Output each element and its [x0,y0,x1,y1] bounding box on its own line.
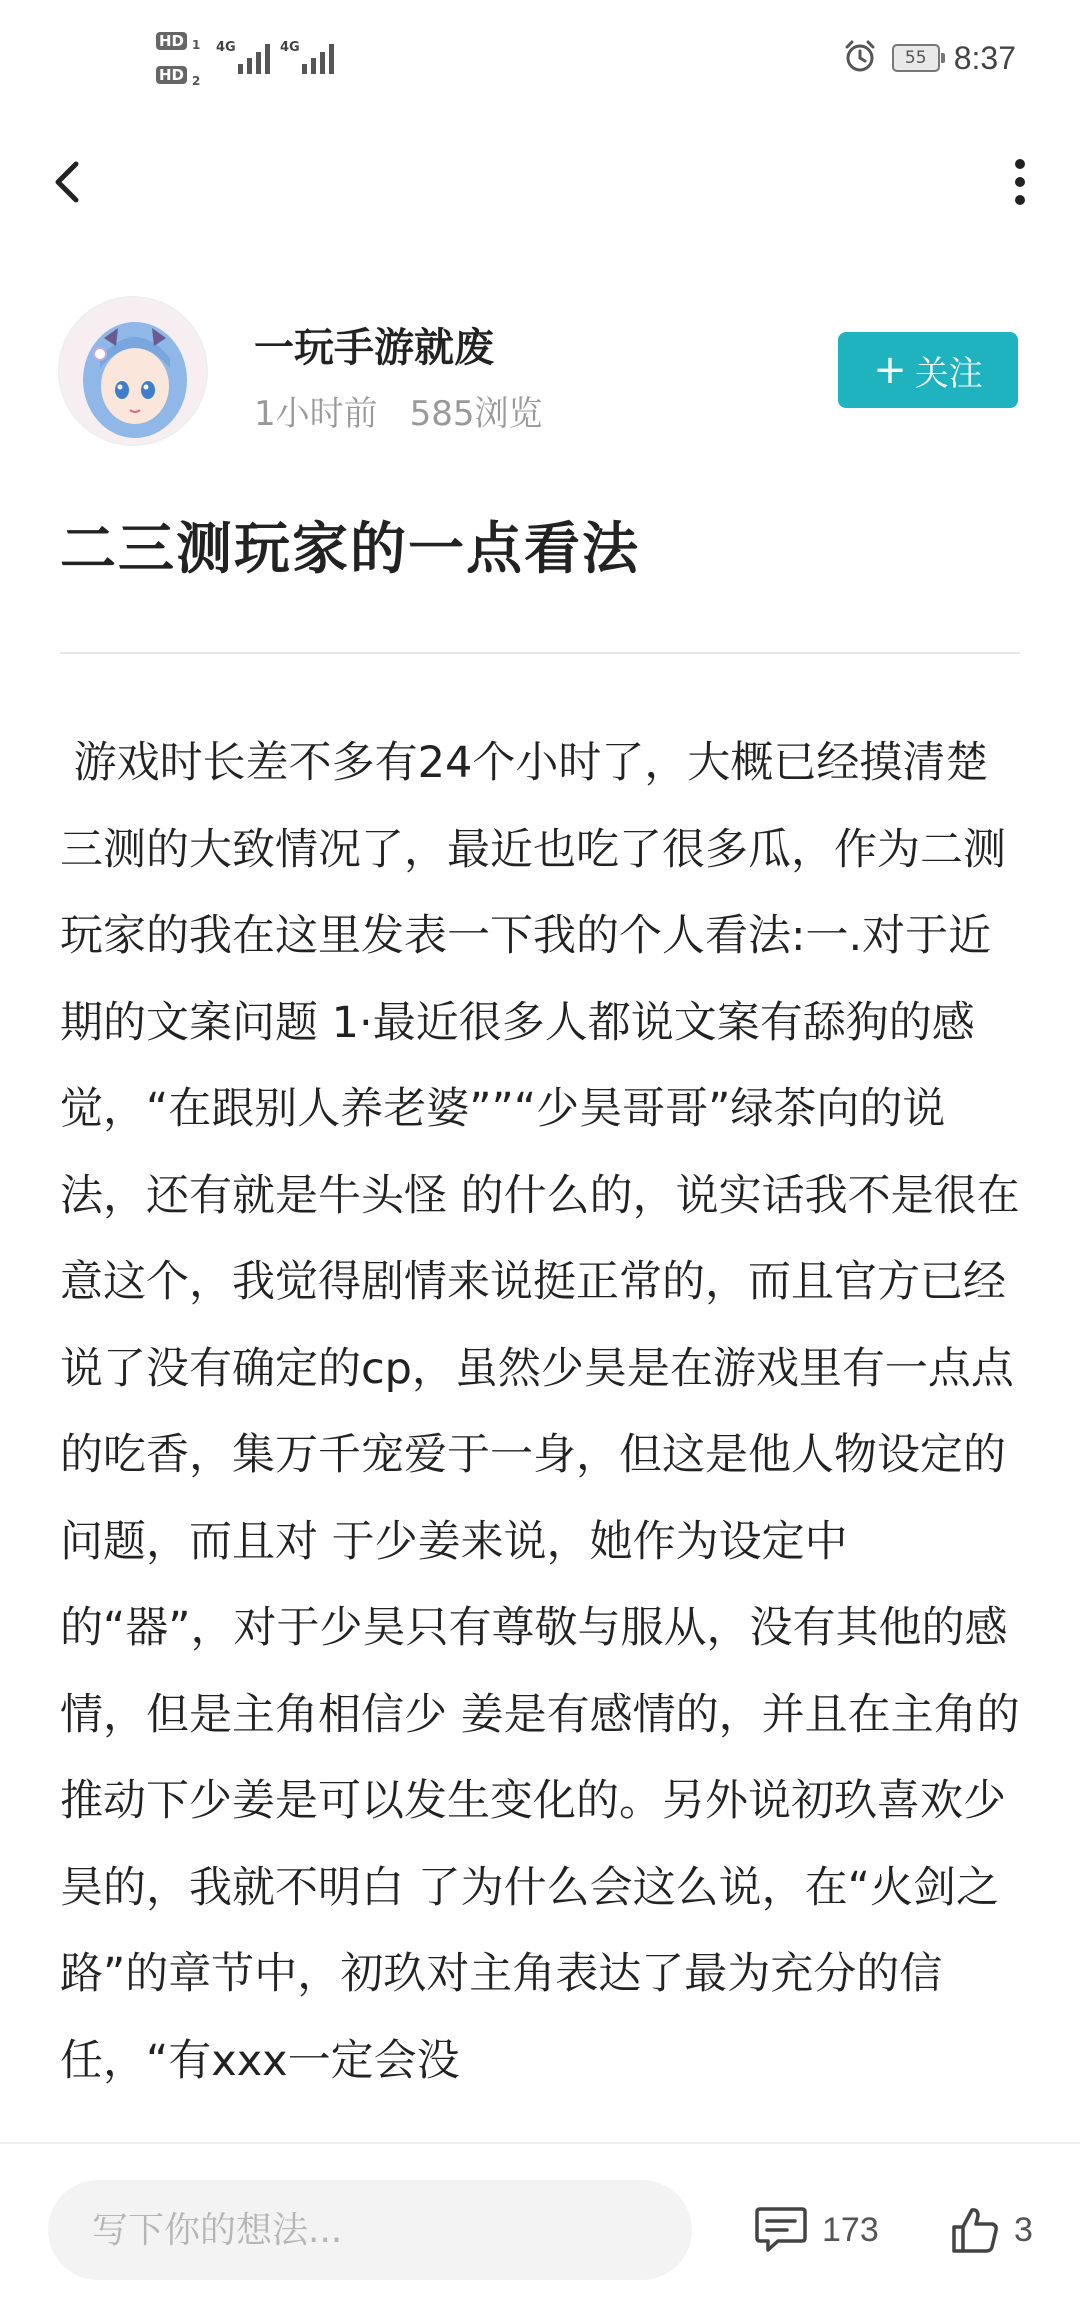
like-count: 3 [1014,2210,1033,2249]
author-name[interactable]: 一玩手游就废 [254,325,494,371]
sim-index-1: 1 [192,38,201,52]
avatar[interactable] [58,296,208,446]
like-button[interactable] [950,2200,1033,2260]
comment-input[interactable] [48,2180,692,2280]
avatar-illustration-icon [60,298,208,446]
clock: 8:37 [953,39,1016,76]
back-button[interactable] [40,152,100,212]
status-bar [0,0,1080,120]
network-type-2: 4G [280,40,300,55]
post-meta [254,386,543,435]
comment-icon [754,2205,808,2255]
hd-badge-2: HD [156,66,187,84]
comments-button[interactable] [754,2200,879,2260]
status-right [842,38,1016,78]
author-row [0,296,1080,446]
more-options-button[interactable] [990,152,1050,212]
alarm-icon [842,38,878,78]
signal-bars-2-icon [302,42,334,74]
sim-index-2: 2 [192,74,201,88]
bottom-bar [0,2142,1080,2310]
post-title: 二三测玩家的一点看法 [60,517,640,582]
signal-bars-1-icon [238,42,270,74]
chevron-left-icon [40,152,100,212]
top-nav [0,130,1080,240]
follow-button[interactable] [838,332,1018,408]
network-type-1: 4G [216,40,236,55]
post-body [60,720,1020,2140]
vertical-dots-icon [990,152,1050,212]
battery-icon: 55 [892,44,940,72]
thumbs-up-icon [950,2205,1000,2255]
view-count: 585浏览 [409,394,543,434]
comment-count: 173 [822,2210,879,2249]
hd-badge-1: HD [156,32,187,50]
plus-icon: + [873,347,907,393]
post-time: 1小时前 [254,394,378,434]
follow-label: 关注 [914,353,983,394]
post-body-text: 游戏时长差不多有24个小时了，大概已经摸清楚三测的大致情况了，最近也吃了很多瓜，作为二测 玩家的我在这里发表一下我的个人看法:一.对于近期的文案问题 1·最近很多人都说文案有舔狗的感觉，“在跟别人养老婆””“少昊哥哥”绿茶向的说法，还有就是牛头怪 的什么的，说实话我不是很在意这个，我觉得剧情来说挺正常的，而且官方已经说了没有确定的cp，虽然少昊是在游戏里有一点点的吃香，集万千宠爱于一身，但这是他人物设定的问题，而且对 于少姜来说，她作为设定中的“器”，对于少昊只有尊敬与服从，没有其他的感情，但是主角相信少 姜是有感情的，并且在主角的推动下少姜是可以发生变化的。另外说初玖喜欢少昊的，我就不明白 了为什么会这么说，在“火剑之路”的章节中，初玖对主角表达了最为充分的信任，“有xxx一定会没 [60,738,1020,2086]
divider [60,652,1020,654]
